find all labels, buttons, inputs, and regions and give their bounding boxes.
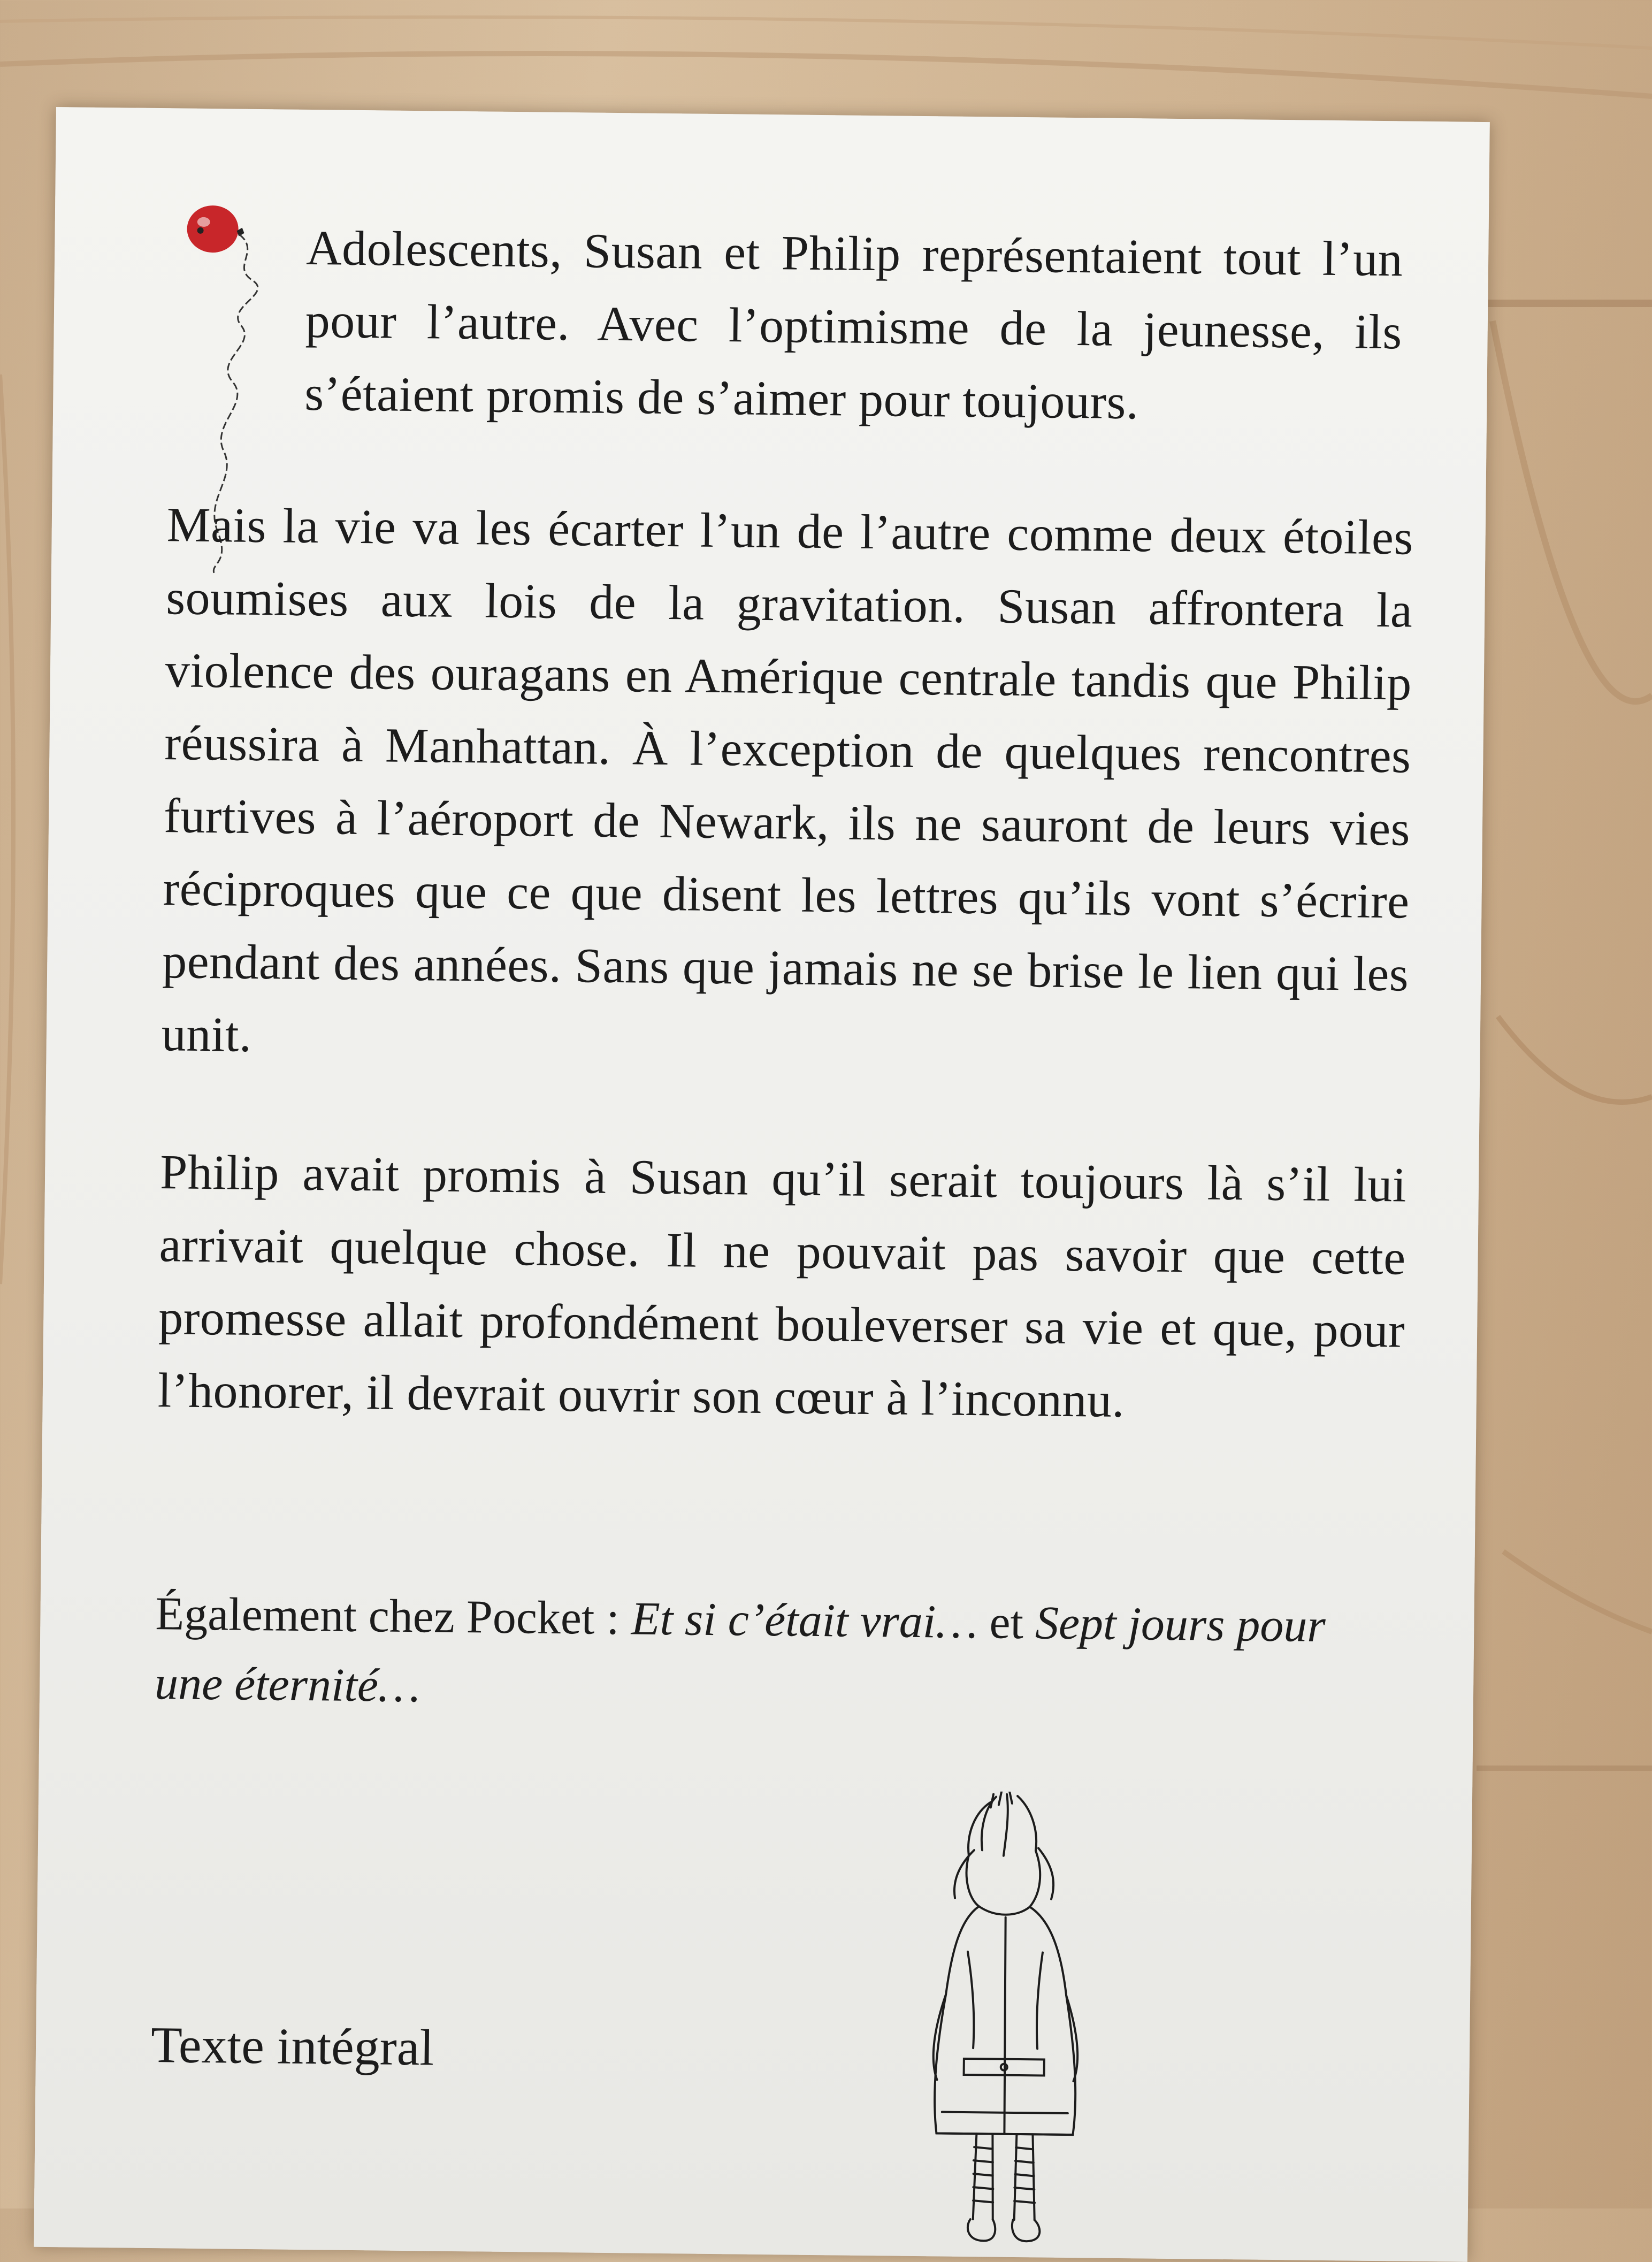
blurb-paragraph-1: Adolescents, Susan et Philip représentaient tout l’un pour l’autre. Avec l’optimisme de la jeunesse, ils s’étaient promis de s’aimer pour toujours. [304,220,1403,430]
also-title-2: Sept jours pour une éternité… [154,1597,1326,1713]
also-available-note [154,1579,1402,1731]
also-prefix: Également chez Pocket : [155,1588,632,1645]
also-title-1: Et si c’était vrai… [631,1593,978,1649]
blurb-paragraph-3: Philip avait promis à Susan qu’il serait toujours là s’il lui arrivait quelque chose. Il ne pouvait pas savoir que cette promesse allait profondément bouleverser sa vie et que, pour l’honorer, il devrait ouvrir son cœur à l’inconnu. [157,1144,1407,1428]
blurb-paragraph-2: Mais la vie va les écarter l’un de l’autre comme deux étoiles soumises aux lois de la gravitation. Susan affrontera la violence des ouragans en Amérique centrale tandis que Philip réussira à Manhattan. À l’exception de quelques rencontres furtives à l’aéroport de Newark, ils ne sauront de leurs vies réciproques que ce que disent les lettres qu’ils vont s’écrire pendant des années. Sans que jamais ne se brise le lien qui les unit. [161,497,1414,1062]
also-connector: et [977,1596,1036,1649]
girl-illustration [911,1791,1108,2253]
edition-label: Texte intégral [150,2016,434,2076]
book-back-cover [34,107,1490,2262]
